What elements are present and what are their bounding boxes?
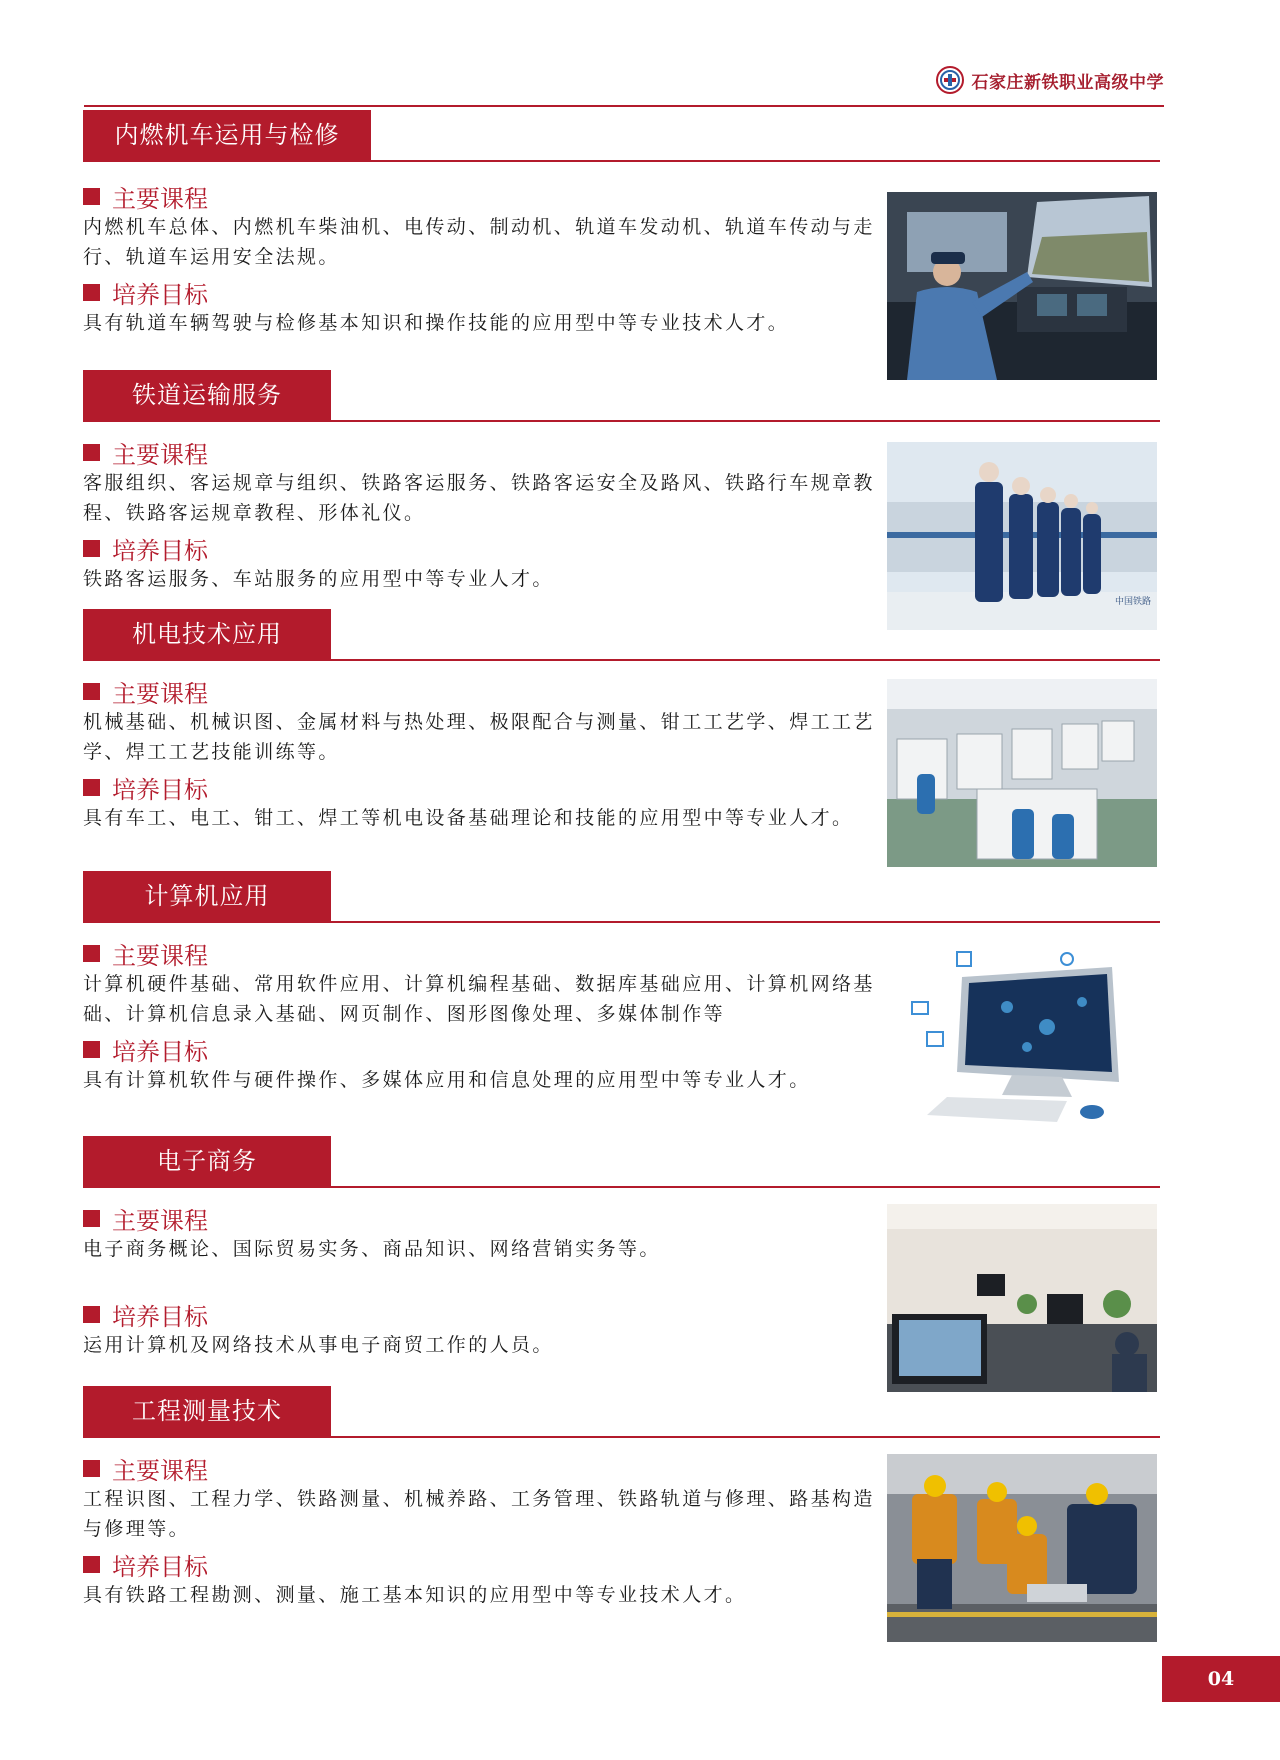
square-bullet-icon [83,1210,100,1227]
goals-heading: 培养目标 [83,1548,883,1580]
watermark: 中国铁路 [1115,597,1152,607]
courses-text: 内燃机车总体、内燃机车柴油机、电传动、制动机、轨道车发动机、轨道车传动与走行、轨道车运用安全法规。 [83,216,875,268]
page-header [84,60,1164,107]
section-e-commerce [83,1136,1160,1356]
section-title: 计算机应用 [83,871,331,921]
computer-illustration [887,947,1157,1135]
section-title: 机电技术应用 [83,609,331,659]
courses-heading: 主要课程 [83,180,883,212]
square-bullet-icon [83,1041,100,1058]
goals-heading: 培养目标 [83,276,883,308]
section-computer-application [83,871,1160,1091]
goals-text: 具有计算机软件与硬件操作、多媒体应用和信息处理的应用型中等专业人才。 [83,1069,811,1091]
section-title: 铁道运输服务 [83,370,331,420]
section-diesel-locomotive [83,110,1160,334]
railway-attendants-photo [887,442,1157,630]
square-bullet-icon [83,284,100,301]
goals-text: 运用计算机及网络技术从事电子商贸工作的人员。 [83,1334,554,1356]
courses-text: 客服组织、客运规章与组织、铁路客运服务、铁路客运安全及路风、铁路行车规章教程、铁路客运规章教程、形体礼仪。 [83,472,875,524]
square-bullet-icon [83,540,100,557]
goals-text: 具有轨道车辆驾驶与检修基本知识和操作技能的应用型中等专业技术人才。 [83,312,790,334]
goals-text: 铁路客运服务、车站服务的应用型中等专业人才。 [83,568,554,590]
courses-heading: 主要课程 [83,436,883,468]
courses-text: 工程识图、工程力学、铁路测量、机械养路、工务管理、铁路轨道与修理、路基构造与修理等。 [83,1488,875,1540]
section-divider [83,921,1160,923]
section-title: 电子商务 [83,1136,331,1186]
school-logo-icon [936,66,964,94]
section-title: 工程测量技术 [83,1386,331,1436]
courses-heading: 主要课程 [83,937,883,969]
square-bullet-icon [83,779,100,796]
section-divider [83,1436,1160,1438]
section-railway-transport-service [83,370,1160,607]
square-bullet-icon [83,1306,100,1323]
square-bullet-icon [83,444,100,461]
courses-heading: 主要课程 [83,1202,883,1234]
square-bullet-icon [83,188,100,205]
courses-text: 计算机硬件基础、常用软件应用、计算机编程基础、数据库基础应用、计算机网络基础、计算机信息录入基础、网页制作、图形图像处理、多媒体制作等 [83,973,875,1025]
goals-heading: 培养目标 [83,1033,883,1065]
square-bullet-icon [83,1556,100,1573]
office-photo [887,1204,1157,1392]
goals-heading: 培养目标 [83,771,883,803]
square-bullet-icon [83,1460,100,1477]
section-divider [83,420,1160,422]
section-divider [83,160,1160,162]
school-name: 石家庄新铁职业高级中学 [971,72,1164,93]
courses-text: 机械基础、机械识图、金属材料与热处理、极限配合与测量、钳工工艺学、焊工工艺学、焊工工艺技能训练等。 [83,711,875,763]
square-bullet-icon [83,945,100,962]
workshop-photo [887,679,1157,867]
goals-text: 具有车工、电工、钳工、焊工等机电设备基础理论和技能的应用型中等专业人才。 [83,807,854,829]
section-electromechanical [83,609,1160,829]
locomotive-cab-photo [887,192,1157,380]
square-bullet-icon [83,683,100,700]
section-title: 内燃机车运用与检修 [83,110,371,160]
goals-heading: 培养目标 [83,1298,883,1330]
page-number: 04 [1162,1656,1280,1702]
goals-text: 具有铁路工程勘测、测量、施工基本知识的应用型中等专业技术人才。 [83,1584,747,1606]
section-divider [83,659,1160,661]
goals-heading: 培养目标 [83,532,883,564]
track-workers-photo [887,1454,1157,1642]
section-divider [83,1186,1160,1188]
section-engineering-survey [83,1386,1160,1606]
courses-heading: 主要课程 [83,1452,883,1484]
school-brand [936,66,1165,94]
courses-text: 电子商务概论、国际贸易实务、商品知识、网络营销实务等。 [83,1238,661,1260]
courses-heading: 主要课程 [83,675,883,707]
